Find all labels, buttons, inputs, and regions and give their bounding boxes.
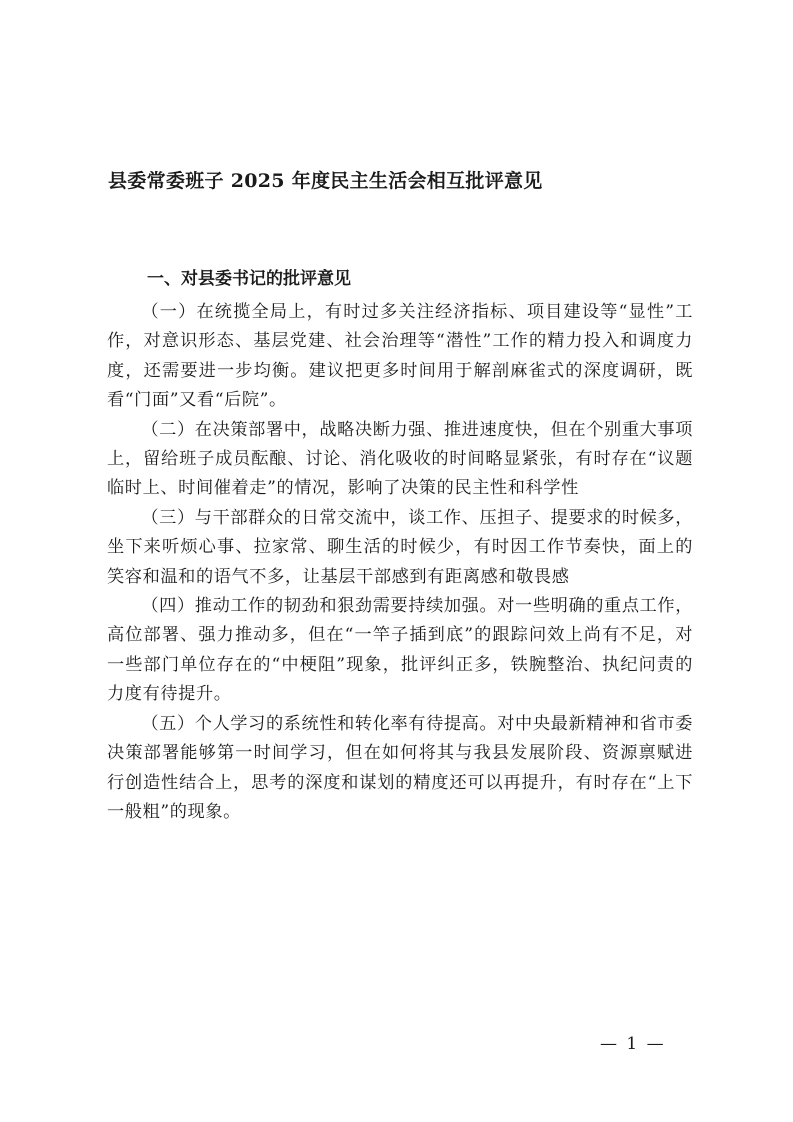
paragraph-4: （四）推动工作的韧劲和狠劲需要持续加强。对一些明确的重点工作，高位部署、强力推动多，但在“一竿子插到底”的跟踪问效上尚有不足，对一些部门单位存在的“中梗阻”现象，批评纠正多，铁腕整治、执纪问责的力度有待提升。 [107, 596, 693, 705]
section-heading: 一、对县委书记的批评意见 [147, 269, 351, 289]
body-text [107, 298, 693, 827]
paragraph-5: （五）个人学习的系统性和转化率有待提高。对中央最新精神和省市委决策部署能够第一时间学习，但在如何将其与我县发展阶段、资源禀赋进行创造性结合上，思考的深度和谋划的精度还可以再提升，有时存在“上下一般粗”的现象。 [107, 713, 693, 822]
page-number: — 1 — [600, 1034, 666, 1054]
paragraph-1: （一）在统揽全局上，有时过多关注经济指标、项目建设等“显性”工作，对意识形态、基层党建、社会治理等“潜性”工作的精力投入和调度力度，还需要进一步均衡。建议把更多时间用于解剖麻雀式的深度调研，既看“门面”又看“后院”。 [107, 302, 693, 411]
paragraph-3: （三）与干部群众的日常交流中，谈工作、压担子、提要求的时候多，坐下来听烦心事、拉家常、聊生活的时候少，有时因工作节奏快，面上的笑容和温和的语气不多，让基层干部感到有距离感和敬畏感 [107, 507, 693, 587]
document-title: 县委常委班子 2025 年度民主生活会相互批评意见 [108, 170, 543, 192]
paragraph-2: （二）在决策部署中，战略决断力强、推进速度快，但在个别重大事项上，留给班子成员酝酿、讨论、消化吸收的时间略显紧张，有时存在“议题临时上、时间催着走”的情况，影响了决策的民主性和科学性 [107, 419, 693, 499]
